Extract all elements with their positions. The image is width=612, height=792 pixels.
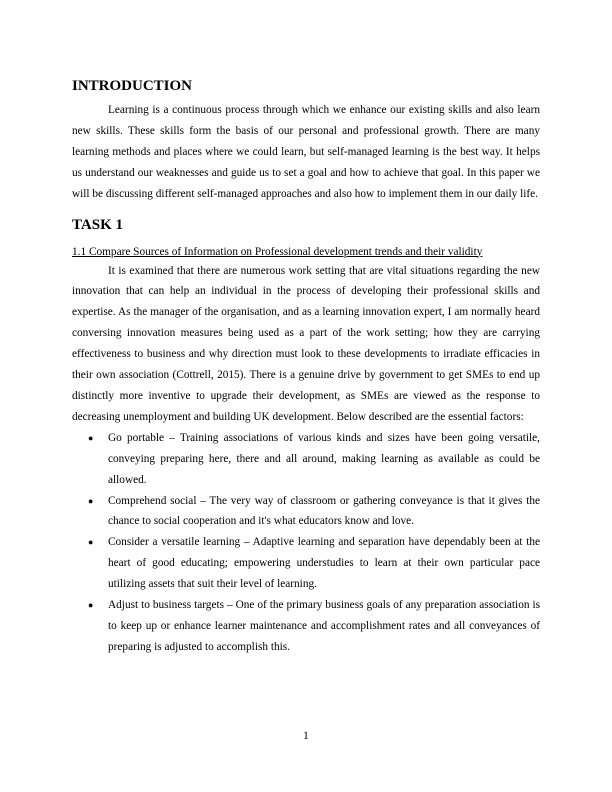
introduction-paragraph: Learning is a continuous process through which we enhance our existing skills and also learn new skills. These skills form the basis of our personal and professional growth. There are many learning methods and places where we could learn, but self-managed learning is the best way. It helps us understand our weaknesses and guide us to set a goal and how to achieve that goal. In this paper we will be discussing different self-managed approaches and also how to implement them in our daily life.	[72, 104, 540, 200]
document-page	[72, 76, 540, 658]
bullet-icon: ●	[88, 600, 94, 611]
introduction-heading: INTRODUCTION	[72, 78, 193, 94]
task1-subheading: 1.1 Compare Sources of Information on Professional development trends and their validity	[72, 245, 483, 258]
bullet-icon: ●	[88, 495, 94, 506]
page-number: 1	[303, 730, 309, 742]
list-item: ● Comprehend social – The very way of classroom or gathering conveyance is that it gives the chance to social cooperation and it's what educators know and love.	[108, 491, 540, 533]
bullet-icon: ●	[88, 432, 94, 443]
factors-list	[72, 428, 540, 658]
bullet-icon: ●	[88, 537, 94, 548]
list-item: ● Adjust to business targets – One of the primary business goals of any preparation association is to keep up or enhance learner maintenance and accomplishment rates and all conveyances of preparing is adjusted to accomplish this.	[108, 595, 540, 658]
task1-paragraph: It is examined that there are numerous work setting that are vital situations regarding the new innovation that can help an individual in the process of developing their professional skills and expertise. As the manager of the organisation, and as a learning innovation expert, I am normally heard conversing innovation measures being used as a part of the work setting; how they are carrying effectiveness to business and why direction must look to these developments to irradiate efficacies in their own association (Cottrell, 2015). There is a genuine drive by government to get SMEs to end up distinctly more inventive to upgrade their development, as SMEs are viewed as the response to decreasing unemployment and building UK development. Below described are the essential factors:	[72, 264, 540, 423]
list-item: ● Go portable – Training associations of various kinds and sizes have been going versatile, conveying preparing here, there and all around, making learning as available as could be allowed.	[108, 428, 540, 491]
list-item: ● Consider a versatile learning – Adaptive learning and separation have dependably been at the heart of good educating; empowering understudies to learn at their own particular pace utilizing assets that suit their level of learning.	[108, 532, 540, 595]
task1-heading: TASK 1	[72, 216, 123, 233]
